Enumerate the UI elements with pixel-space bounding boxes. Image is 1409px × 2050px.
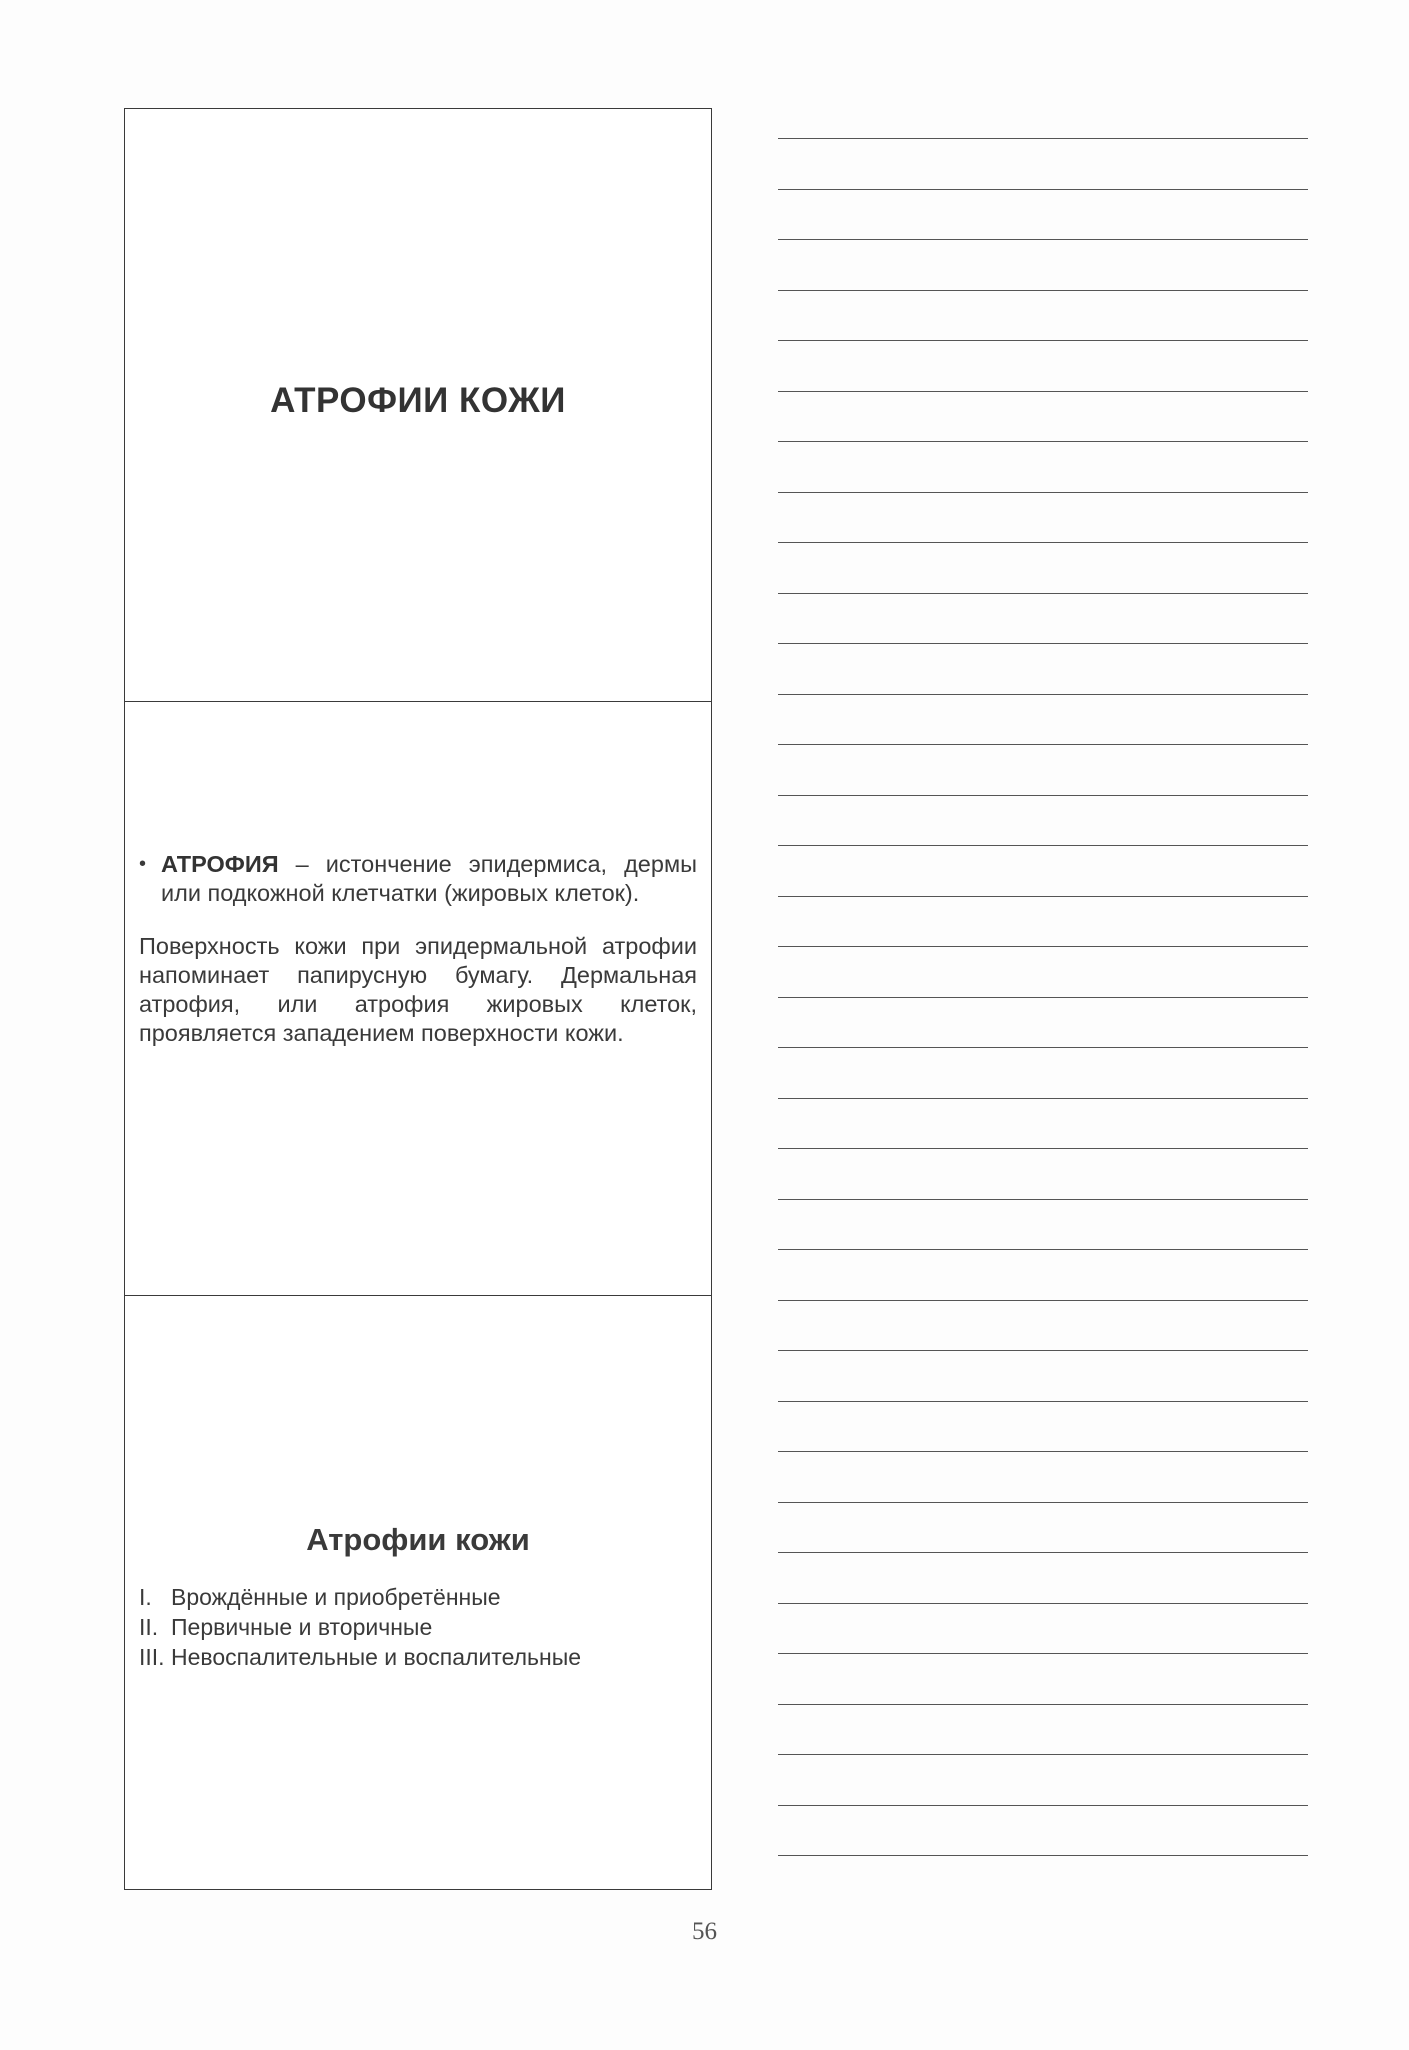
note-line — [778, 1603, 1308, 1604]
note-line — [778, 1098, 1308, 1099]
list-item-number: I. — [139, 1584, 152, 1610]
list-item-number: II. — [139, 1614, 159, 1640]
list-item — [139, 1612, 581, 1642]
classification-list — [139, 1582, 581, 1672]
list-item — [139, 1582, 581, 1612]
note-line — [778, 1653, 1308, 1654]
note-line — [778, 946, 1308, 947]
bullet-text — [161, 850, 697, 908]
bullet-definition: – истончение эпидермиса, дермы или подкожной клетчатки (жировых клеток). — [161, 851, 697, 906]
slide-column — [124, 108, 712, 1890]
note-line — [778, 1855, 1308, 1856]
note-line — [778, 744, 1308, 745]
note-line — [778, 239, 1308, 240]
list-item-text: Невоспалительные и воспалительные — [171, 1644, 582, 1670]
note-line — [778, 845, 1308, 846]
slide-definition — [124, 702, 712, 1296]
note-line — [778, 997, 1308, 998]
definition-content — [139, 850, 697, 1048]
slide-title — [124, 108, 712, 702]
note-line — [778, 1047, 1308, 1048]
note-line — [778, 290, 1308, 291]
note-line — [778, 1502, 1308, 1503]
slide-classification — [124, 1296, 712, 1890]
note-line — [778, 1249, 1308, 1250]
note-line — [778, 391, 1308, 392]
note-line — [778, 1754, 1308, 1755]
bullet-term: АТРОФИЯ — [161, 851, 279, 877]
note-line — [778, 593, 1308, 594]
note-line — [778, 643, 1308, 644]
note-line — [778, 1704, 1308, 1705]
note-line — [778, 1300, 1308, 1301]
slide-title-heading: АТРОФИИ КОЖИ — [270, 381, 566, 420]
list-item — [139, 1642, 581, 1672]
note-line — [778, 189, 1308, 190]
bullet-icon: • — [139, 853, 147, 875]
note-line — [778, 542, 1308, 543]
classification-heading: Атрофии кожи — [306, 1522, 530, 1557]
note-line — [778, 694, 1308, 695]
note-line — [778, 492, 1308, 493]
notes-lines-area — [778, 138, 1308, 1898]
note-line — [778, 441, 1308, 442]
note-line — [778, 1805, 1308, 1806]
list-item-text: Первичные и вторичные — [171, 1614, 433, 1640]
note-line — [778, 1552, 1308, 1553]
note-line — [778, 795, 1308, 796]
note-line — [778, 1148, 1308, 1149]
note-line — [778, 1350, 1308, 1351]
definition-paragraph: Поверхность кожи при эпидермальной атрофии напоминает папирусную бумагу. Дермальная атрофия, или атрофия жировых клеток, проявляется западением поверхности кожи. — [139, 933, 697, 1046]
note-line — [778, 1401, 1308, 1402]
definition-bullet — [139, 850, 697, 908]
note-line — [778, 340, 1308, 341]
page-number: 56 — [692, 1918, 717, 1945]
note-line — [778, 138, 1308, 139]
note-line — [778, 896, 1308, 897]
note-line — [778, 1199, 1308, 1200]
note-line — [778, 1451, 1308, 1452]
list-item-text: Врождённые и приобретённые — [171, 1584, 501, 1610]
list-item-number: III. — [139, 1644, 165, 1670]
